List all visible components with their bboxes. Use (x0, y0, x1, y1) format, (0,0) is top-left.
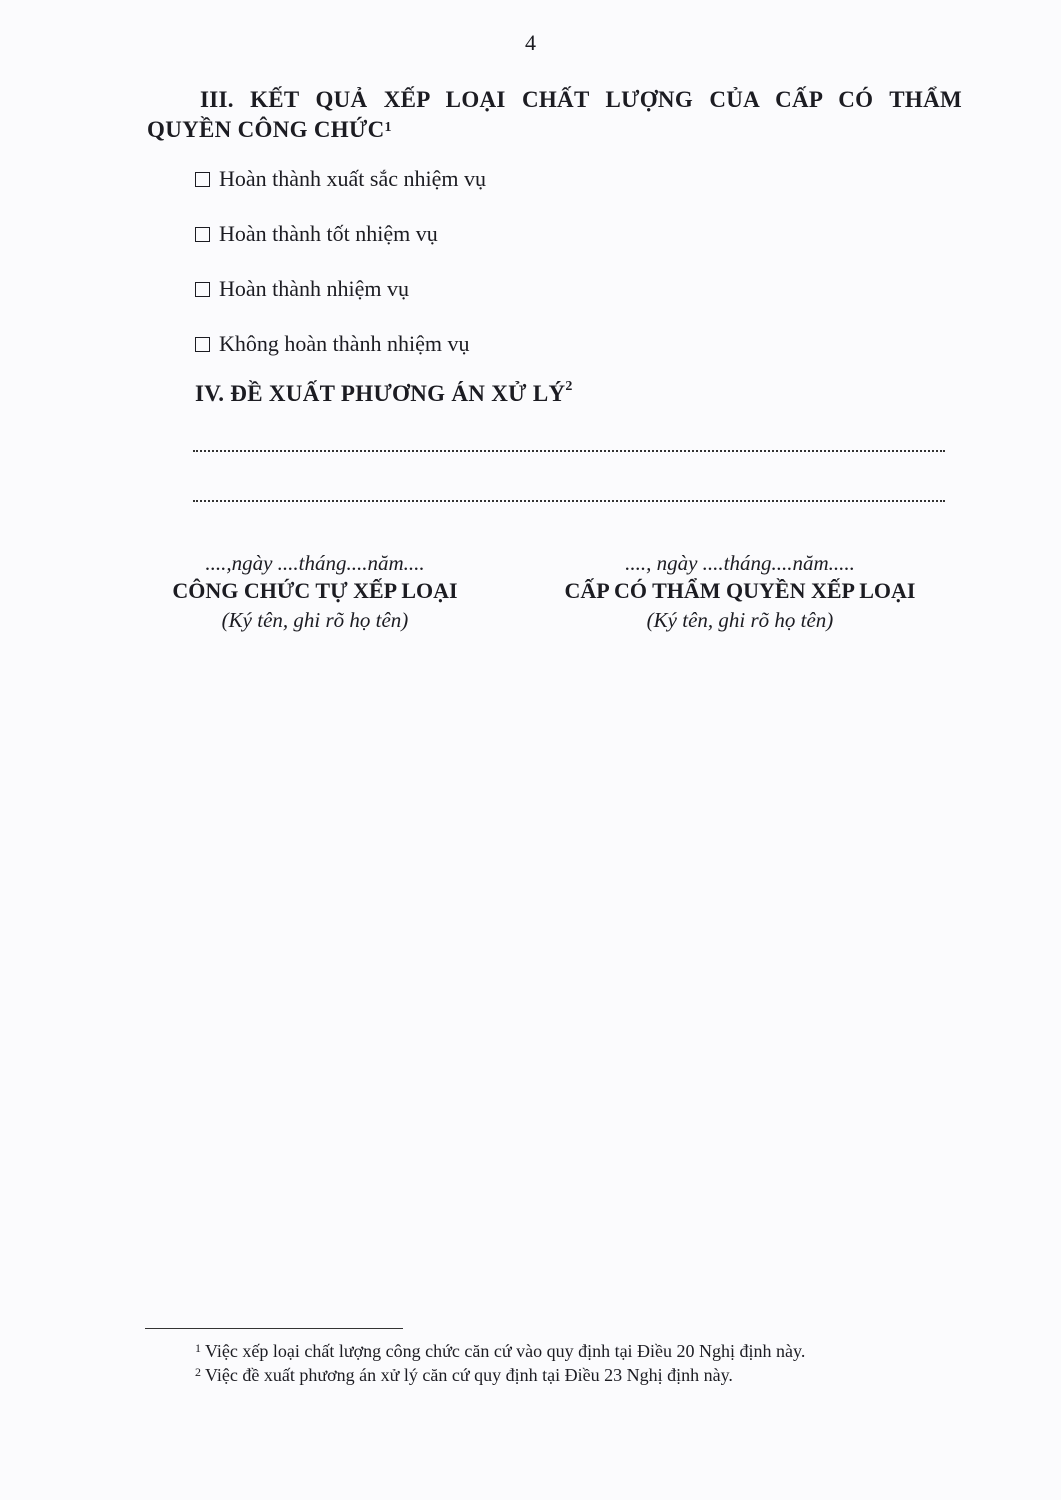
signature-title: CẤP CÓ THẨM QUYỀN XẾP LOẠI (564, 578, 916, 603)
section-3-title-line1: III. KẾT QUẢ XẾP LOẠI CHẤT LƯỢNG CỦA CẤP CÓ THẨM (200, 87, 962, 112)
signature-note: (Ký tên, ghi rõ họ tên) (221, 608, 409, 632)
signature-date: ....,ngày ....tháng....năm.... (205, 551, 425, 575)
checkbox-icon[interactable] (195, 337, 210, 352)
section-3-heading (147, 85, 962, 145)
footnote-text: Việc xếp loại chất lượng công chức căn cứ vào quy định tại Điều 20 Nghị định này. (205, 1341, 806, 1361)
rating-option-label: Hoàn thành tốt nhiệm vụ (219, 221, 438, 246)
footnote-number: 2 (195, 1365, 201, 1379)
rating-option-label: Không hoàn thành nhiệm vụ (219, 331, 470, 356)
checkbox-icon[interactable] (195, 172, 210, 187)
section-4-title: IV. ĐỀ XUẤT PHƯƠNG ÁN XỬ LÝ (195, 381, 566, 406)
checkbox-icon[interactable] (195, 282, 210, 297)
section-4-heading (195, 381, 573, 407)
proposal-input-line-2[interactable] (193, 498, 945, 502)
footnote-2 (195, 1364, 733, 1387)
page-number: 4 (525, 30, 536, 55)
rating-option-label: Hoàn thành xuất sắc nhiệm vụ (219, 166, 486, 191)
rating-option-complete[interactable] (195, 276, 409, 302)
signature-date: ...., ngày ....tháng....năm..... (625, 551, 855, 575)
section-3-title-line2-text: QUYỀN CÔNG CHỨC (147, 117, 385, 142)
footnote-ref-1: 1 (384, 120, 392, 135)
signature-note: (Ký tên, ghi rõ họ tên) (646, 608, 834, 632)
signature-title: CÔNG CHỨC TỰ XẾP LOẠI (172, 578, 458, 603)
footnote-text: Việc đề xuất phương án xử lý căn cứ quy định tại Điều 23 Nghị định này. (205, 1365, 733, 1385)
proposal-input-line-1[interactable] (193, 448, 945, 452)
footnote-number: 1 (195, 1341, 201, 1355)
footnote-divider (145, 1328, 403, 1329)
rating-option-excellent[interactable] (195, 166, 486, 192)
signature-block-self (140, 550, 490, 634)
section-3-title-line2 (147, 115, 962, 145)
rating-option-good[interactable] (195, 221, 438, 247)
checkbox-icon[interactable] (195, 227, 210, 242)
rating-option-label: Hoàn thành nhiệm vụ (219, 276, 410, 301)
rating-option-incomplete[interactable] (195, 331, 470, 357)
footnote-1 (195, 1340, 805, 1363)
signature-block-authority (530, 550, 950, 634)
footnote-ref-2: 2 (565, 379, 573, 394)
